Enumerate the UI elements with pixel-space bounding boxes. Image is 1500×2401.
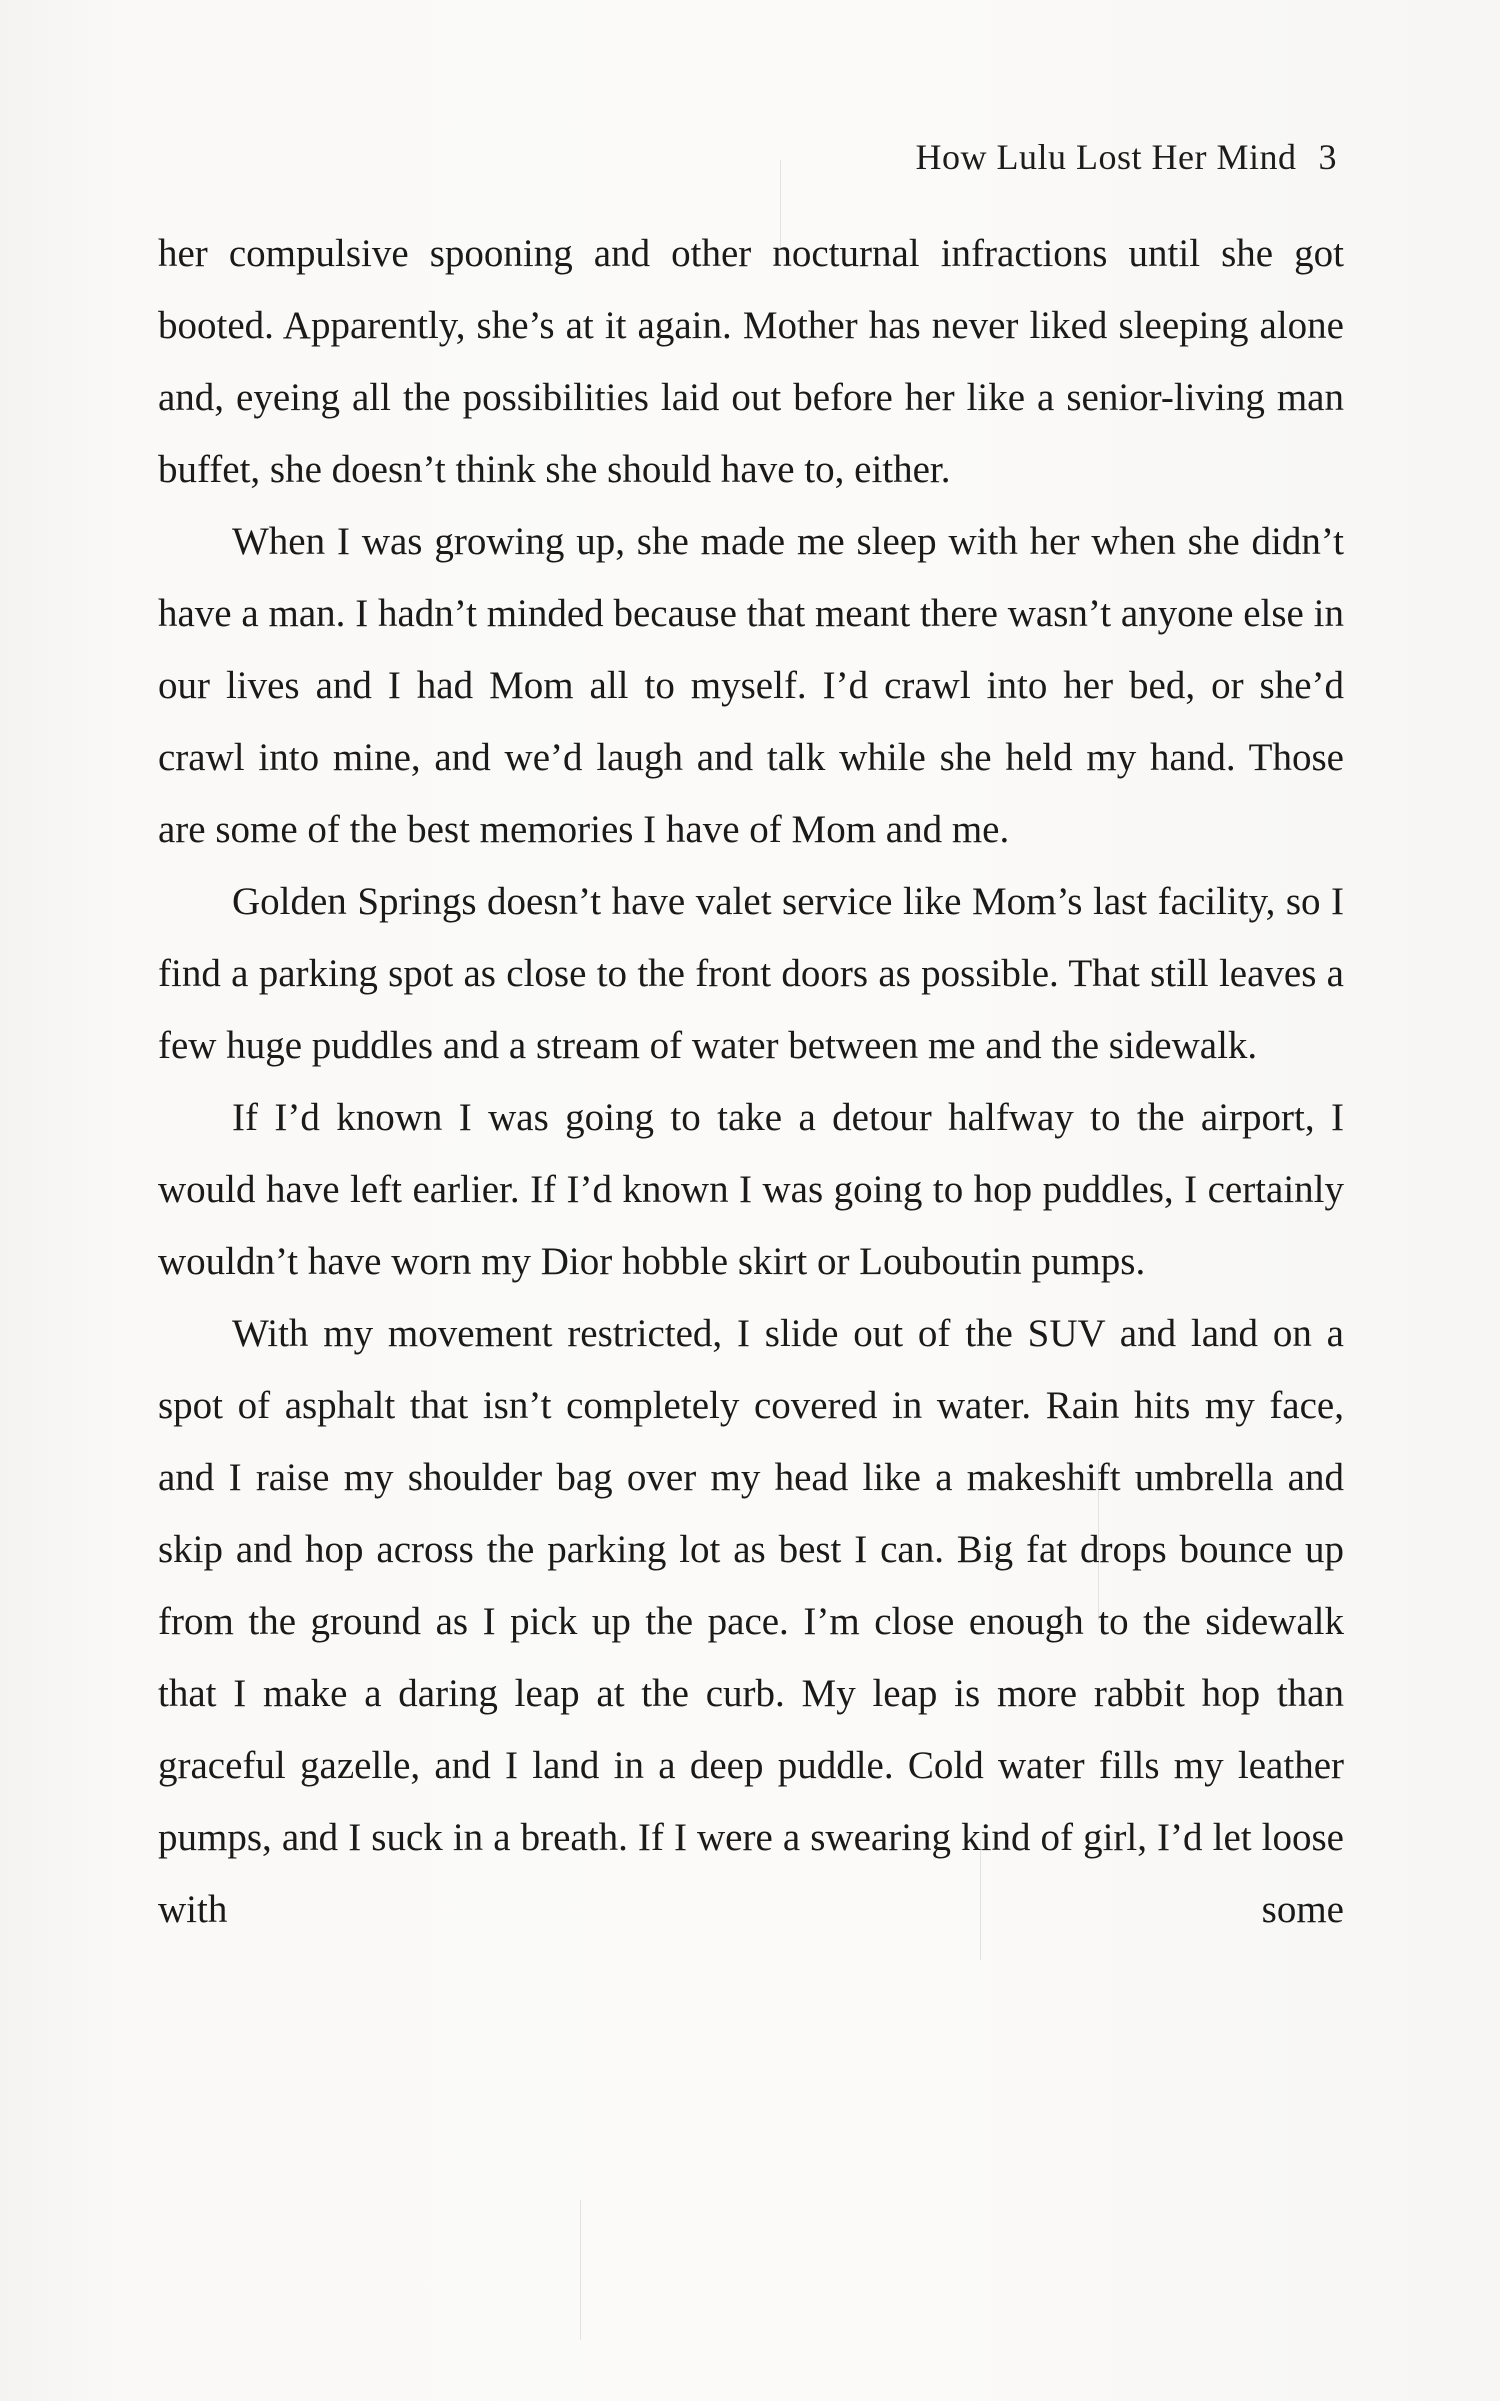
paragraph: When I was growing up, she made me sleep with her when she didn’t have a man. I hadn’t minded because that meant there wasn’t anyone else in our lives and I had Mom all to myself. I’d crawl into her bed, or she’d crawl into mine, and we’d laugh and talk while she held my hand. Those are some of the best memories I have of Mom and me. — [158, 520, 1344, 851]
paragraph: Golden Springs doesn’t have valet service like Mom’s last facility, so I find a parking spot as close to the front doors as possible. That still leaves a few huge puddles and a stream of water between me and the sidewalk. — [158, 880, 1344, 1067]
running-head — [916, 136, 1337, 178]
book-title: How Lulu Lost Her Mind — [915, 137, 1297, 177]
page-number: 3 — [1318, 137, 1337, 177]
paragraph: If I’d known I was going to take a detour halfway to the airport, I would have left earlier. If I’d known I was going to hop puddles, I certainly wouldn’t have worn my Dior hobble skirt or Louboutin pumps. — [158, 1096, 1344, 1283]
body-text — [158, 218, 1344, 1946]
scan-artifact-line — [580, 2200, 581, 2340]
paragraph: With my movement restricted, I slide out of the SUV and land on a spot of asphalt that isn’t completely covered in water. Rain hits my face, and I raise my shoulder bag over my head like a makeshift umbrella and skip and hop across the parking lot as best I can. Big fat drops bounce up from the ground as I pick up the pace. I’m close enough to the sidewalk that I make a daring leap at the curb. My leap is more rabbit hop than graceful gazelle, and I land in a deep puddle. Cold water fills my leather pumps, and I suck in a breath. If I were a swearing kind of girl, I’d let loose with some — [158, 1312, 1344, 1931]
paragraph: her compulsive spooning and other nocturnal infractions until she got booted. Apparently, she’s at it again. Mother has never liked sleeping alone and, eyeing all the possibilities laid out before her like a senior-living man buffet, she doesn’t think she should have to, either. — [158, 232, 1344, 491]
